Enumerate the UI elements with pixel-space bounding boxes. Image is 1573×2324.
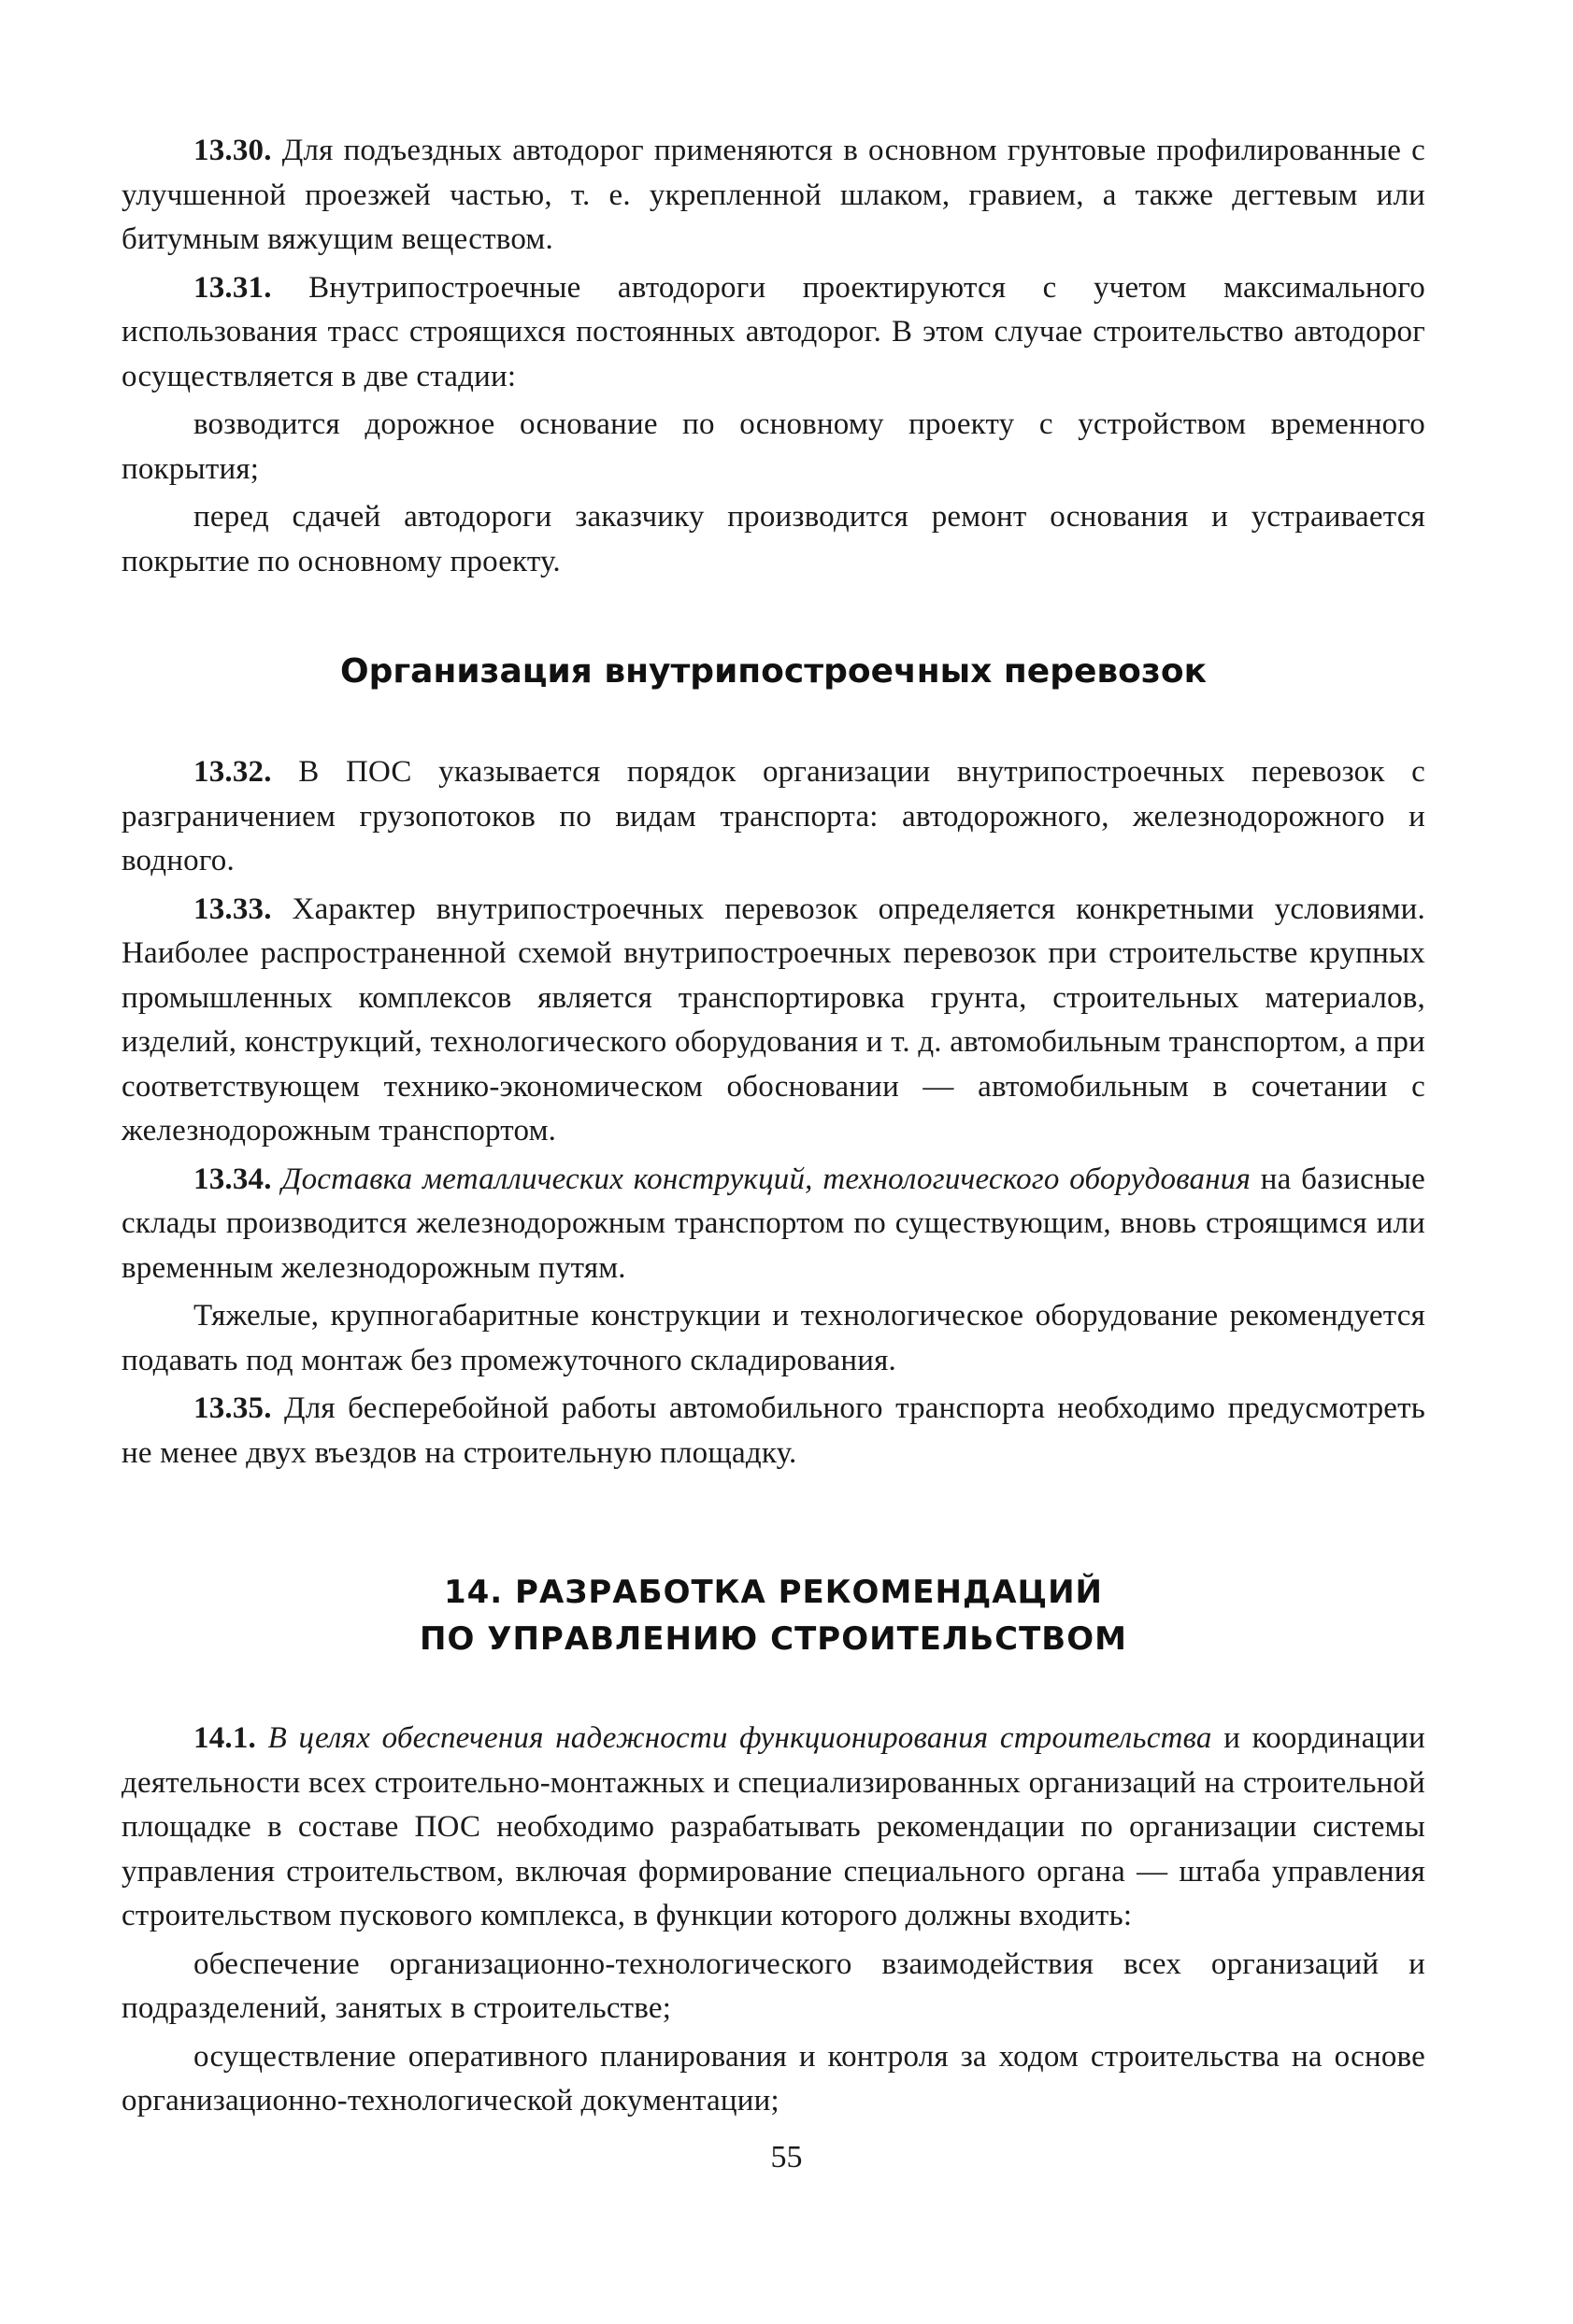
paragraph-text: возводится дорожное основание по основному проекту с устройством временного покрытия; [122,407,1425,486]
paragraph-text: Тяжелые, крупногабаритные конструкции и технологическое оборудование рекомендуется подавать под монтаж без промежуточного складирования. [122,1299,1425,1377]
clause-number: 14.1. [193,1721,256,1755]
clause-number: 13.35. [193,1391,272,1425]
paragraph-italic-text: В целях обеспечения надежности функционирования строительства [256,1721,1212,1755]
clause-number: 13.32. [193,755,272,789]
paragraph-text: обеспечение организационно-технологического взаимодействия всех организаций и подразделений, занятых в строительстве; [122,1946,1425,2025]
paragraph-text: и координации деятельности всех строительно-монтажных и специализированных организаций на строительной площадке в составе ПОС необходимо разрабатывать рекомендации по организации системы управления строительством, включая формирование специального органа — штаба управления строительством пускового комплекса, в функции которого должны входить: [122,1721,1426,1932]
paragraph-text: В ПОС указывается порядок организации внутрипостроечных перевозок с разграничением грузопотоков по видам транспорта: автодорожного, железнодорожного и водного. [122,755,1425,877]
paragraph-13-31 [122,266,1425,400]
paragraph-text: Для подъездных автодорог применяются в основном грунтовые профилированные с улучшенной проезжей частью, т. е. укрепленной шлаком, гравием, а также дегтевым или битумным вяжущим веществом. [122,134,1425,256]
chapter-heading-line-2: ПО УПРАВЛЕНИЮ СТРОИТЕЛЬСТВОМ [420,1620,1127,1658]
clause-number: 13.34. [193,1162,272,1196]
paragraph-stage-1 [122,403,1425,492]
chapter-heading-line-1: 14. РАЗРАБОТКА РЕКОМЕНДАЦИЙ [443,1574,1104,1611]
paragraph-text: Для бесперебойной работы автомобильного транспорта необходимо предусмотреть не менее двух въездов на строительную площадку. [122,1391,1425,1470]
clause-number: 13.31. [193,270,272,305]
paragraph-text: Внутрипостроечные автодороги проектируются с учетом максимального использования трасс строящихся постоянных автодорог. В этом случае строительство автодорог осуществляется в две стадии: [122,270,1425,393]
paragraph-stage-2 [122,495,1425,584]
paragraph-13-30 [122,129,1425,263]
paragraph-text: перед сдачей автодороги заказчику производится ремонт основания и устраивается покрытие по основному проекту. [122,500,1425,578]
paragraph-14-1 [122,1717,1425,1939]
paragraph-13-35 [122,1387,1425,1476]
paragraph-function-2 [122,2035,1425,2124]
clause-number: 13.30. [193,134,272,167]
paragraph-text: осуществление оперативного планирования и контроля за ходом строительства на основе организационно-технологической документации; [122,2039,1425,2117]
paragraph-text: Характер внутрипостроечных перевозок определяется конкретными условиями. Наиболее распространенной схемой внутрипостроечных перевозок при строительстве крупных промышленных комплексов является транспортировка грунта, строительных материалов, изделий, конструкций, технологического оборудования и т. д. автомобильным транспортом, а при соответствующем технико-экономическом обосновании — автомобильным в сочетании с железнодорожным транспортом. [122,891,1425,1148]
paragraph-heavy-structures [122,1294,1425,1383]
paragraph-13-32 [122,750,1425,884]
section-heading-transport: Организация внутрипостроечных перевозок [339,652,1208,691]
paragraph-13-33 [122,888,1425,1154]
chapter-heading-14 [122,1569,1425,1662]
clause-number: 13.33. [193,891,272,926]
paragraph-text: на базисные склады производится железнодорожным транспортом по существующим, вновь строящимся или временным железнодорожным путям. [122,1162,1425,1285]
paragraph-italic-text: Доставка металлических конструкций, технологического оборудования [271,1162,1251,1196]
document-page [122,129,1425,2124]
page-number: 55 [770,2140,803,2174]
paragraph-13-34 [122,1158,1425,1291]
paragraph-function-1 [122,1943,1425,2032]
